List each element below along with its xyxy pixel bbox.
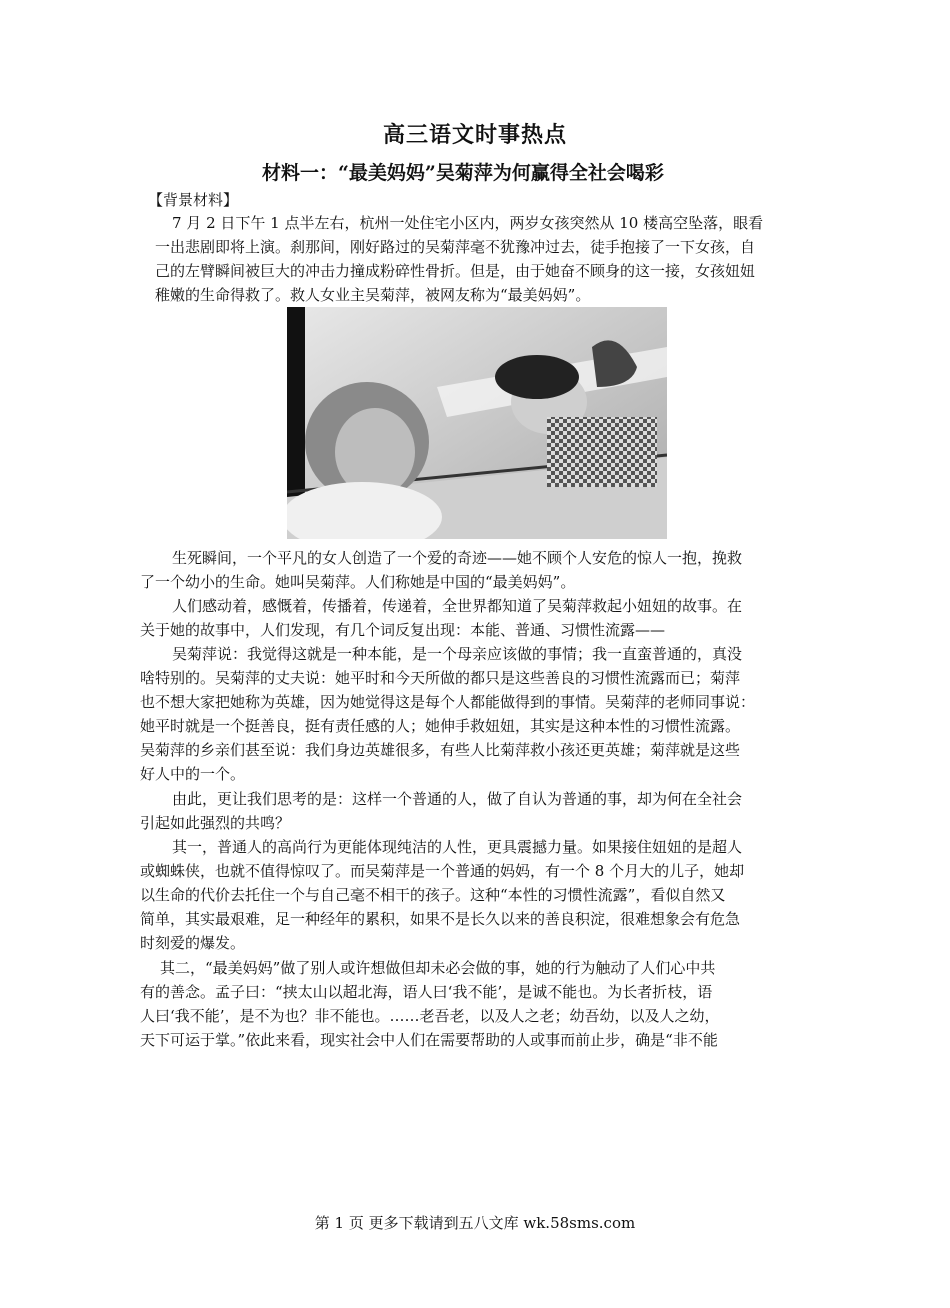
body-line: 其一，普通人的高尚行为更能体现纯洁的人性，更具震撼力量。如果接住妞妞的是超人 <box>172 838 743 856</box>
body-line: 好人中的一个。 <box>140 765 246 783</box>
material-title: 材料一：“最美妈妈”吴菊萍为何赢得全社会喝彩 <box>262 162 664 184</box>
background-line: 稚嫩的生命得救了。救人女业主吴菊萍，被网友称为“最美妈妈”。 <box>155 286 591 304</box>
body-line: 简单，其实最艰难，足一种经年的累积，如果不是长久以来的善良积淀，很难想象会有危急 <box>140 910 741 928</box>
page-footer: 第 1 页 更多下载请到五八文库 wk.58sms.com <box>314 1214 636 1232</box>
body-line: 有的善念。孟子曰：“挟太山以超北海，语人曰‘我不能’，是诚不能也。为长者折枝，语 <box>140 983 713 1001</box>
body-line: 啥特别的。吴菊萍的丈夫说：她平时和今天所做的都只是这些善良的习惯性流露而已；菊萍 <box>140 669 741 687</box>
body-line: 吴菊萍的乡亲们甚至说：我们身边英雄很多，有些人比菊萍救小孩还更英雄；菊萍就是这些 <box>140 741 741 759</box>
body-line: 她平时就是一个挺善良，挺有责任感的人；她伸手救妞妞，其实是这种本性的习惯性流露。 <box>140 717 741 735</box>
background-line: 一出悲剧即将上演。刹那间，刚好路过的吴菊萍毫不犹豫冲过去，徒手抱接了一下女孩，自 <box>155 238 756 256</box>
body-line: 关于她的故事中，人们发现，有几个词反复出现：本能、普通、习惯性流露—— <box>140 621 666 639</box>
background-line: 己的左臂瞬间被巨大的冲击力撞成粉碎性骨折。但是，由于她奋不顾身的这一接，女孩妞妞 <box>155 262 756 280</box>
body-line: 其二，“最美妈妈”做了别人或许想做但却未必会做的事，她的行为触动了人们心中共 <box>160 959 716 977</box>
news-photo <box>287 307 667 539</box>
body-line: 天下可运于掌。”依此来看，现实社会中人们在需要帮助的人或事而前止步，确是“非不能 <box>140 1031 718 1049</box>
body-line: 生死瞬间，一个平凡的女人创造了一个爱的奇迹——她不顾个人安危的惊人一抱，挽救 <box>172 549 743 567</box>
body-line: 人们感动着，感慨着，传播着，传递着，全世界都知道了吴菊萍救起小妞妞的故事。在 <box>172 597 743 615</box>
background-line: 7 月 2 日下午 1 点半左右，杭州一处住宅小区内，两岁女孩突然从 10 楼高空坠落，眼看 <box>172 214 764 232</box>
body-line: 人曰‘我不能’，是不为也？非不能也。……老吾老，以及人之老；幼吾幼，以及人之幼， <box>140 1007 720 1025</box>
page-title: 高三语文时事热点 <box>382 122 567 148</box>
body-line: 也不想大家把她称为英雄，因为她觉得这是每个人都能做得到的事情。吴菊萍的老师同事说： <box>140 693 756 711</box>
body-line: 由此，更让我们思考的是：这样一个普通的人，做了自认为普通的事，却为何在全社会 <box>172 790 743 808</box>
body-line: 吴菊萍说：我觉得这就是一种本能，是一个母亲应该做的事情；我一直蛮普通的，真没 <box>172 645 743 663</box>
body-line: 引起如此强烈的共鸣？ <box>140 814 291 832</box>
body-line: 了一个幼小的生命。她叫吴菊萍。人们称她是中国的“最美妈妈”。 <box>140 573 576 591</box>
section-label: 【背景材料】 <box>148 191 239 209</box>
body-line: 以生命的代价去托住一个与自己毫不相干的孩子。这种“本性的习惯性流露”，看似自然又 <box>140 886 726 904</box>
body-line: 或蜘蛛侠，也就不值得惊叹了。而吴菊萍是一个普通的妈妈，有一个 8 个月大的儿子，她却 <box>140 862 745 880</box>
body-line: 时刻爱的爆发。 <box>140 934 246 952</box>
